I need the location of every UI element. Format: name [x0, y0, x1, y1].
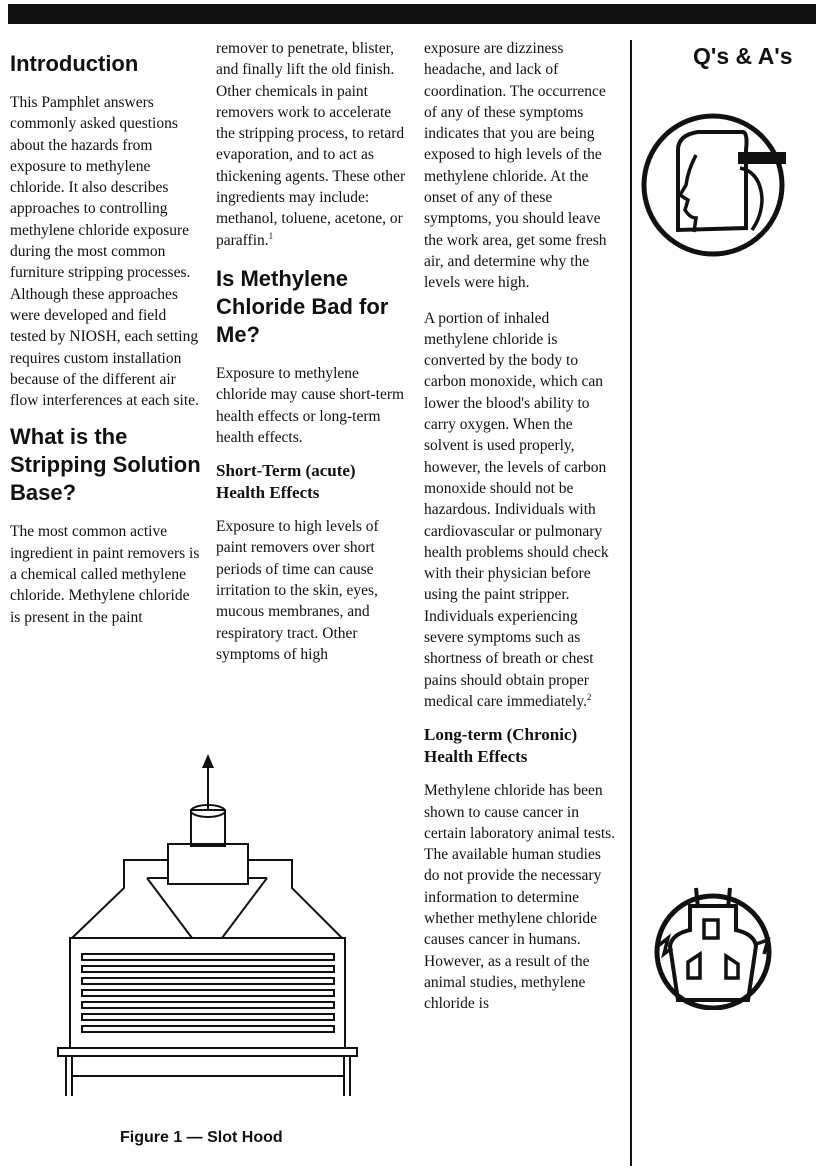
heading-short-term-effects: Short-Term (acute) Health Effects	[216, 461, 356, 503]
acute-paragraph: Exposure to high levels of paint removers over short periods of time can cause irritation to the skin, eyes, mucous membranes, and respiratory tract. Other symptoms of high	[216, 518, 379, 663]
apron-icon	[638, 860, 788, 1010]
bad-paragraph: Exposure to methylene chloride may cause short-term health effects or long-term health effects.	[216, 364, 405, 446]
remover-paragraph	[216, 38, 406, 251]
heading-is-methylene-chloride-bad: Is Methylene Chloride Bad for Me?	[216, 265, 389, 347]
figure-caption: Figure 1 — Slot Hood	[120, 1129, 283, 1146]
face-shield-icon	[638, 110, 788, 260]
base-paragraph: The most common active ingredient in paint removers is a chemical called methylene chloride. Methylene chloride is present in the paint	[10, 523, 200, 626]
intro-paragraph: This Pamphlet answers commonly asked questions about the hazards from exposure to methylene chloride. It also describes approaches to controlling methylene chloride exposure during the most common furniture stripping processes. Although these approaches were developed and field tested by NIOSH, each setting requires custom installation because of the different air flow interferences at each site.	[10, 94, 199, 410]
carbon-monoxide-text: A portion of inhaled methylene chloride is converted by the body to carbon monoxide, which can lower the blood's ability to carry oxygen. When the solvent is used properly, however, the levels of carbon monoxide should not be hazardous. Individuals with cardiovascular or pulmonary health problems should check with their physician before using the paint stripper. Individuals experiencing severe symptoms such as shortness of breath or chest pains should obtain proper medical care immediately.	[424, 309, 609, 710]
footnote-ref-2: 2	[586, 691, 592, 702]
heading-long-term-effects: Long-term (Chronic) Health Effects	[424, 725, 578, 767]
exposure-paragraph: exposure are dizziness headache, and lack of coordination. The occurrence of any of these symptoms indicates that you are being exposed to high levels of the methylene chloride. At the onset of any of these symptoms, you should leave the work area, get some fresh air, and determine why the levels were high.	[424, 40, 607, 292]
top-bar	[8, 4, 816, 24]
column-3	[424, 38, 616, 1022]
footnote-ref-1: 1	[268, 230, 274, 241]
column-divider	[630, 40, 632, 1166]
column-2	[216, 38, 406, 673]
slot-hood-figure	[52, 750, 362, 1100]
carbon-monoxide-paragraph	[424, 308, 616, 713]
chronic-paragraph: Methylene chloride has been shown to cause cancer in certain laboratory animal tests. The available human studies do not provide the necessary information to determine whether methylene chloride causes cancer in humans. However, as a result of the animal studies, methylene chloride is	[424, 782, 616, 1013]
heading-introduction: Introduction	[10, 51, 139, 76]
column-1	[10, 50, 202, 636]
heading-stripping-solution-base: What is the Stripping Solution Base?	[10, 424, 201, 506]
sidebar-title: Q's & A's	[693, 43, 793, 69]
remover-text: remover to penetrate, blister, and finally lift the old finish. Other chemicals in paint removers work to accelerate the stripping process, to retard evaporation, and to act as thickening agents. These other ingredients may include: methanol, toluene, acetone, or paraffin.	[216, 40, 406, 249]
